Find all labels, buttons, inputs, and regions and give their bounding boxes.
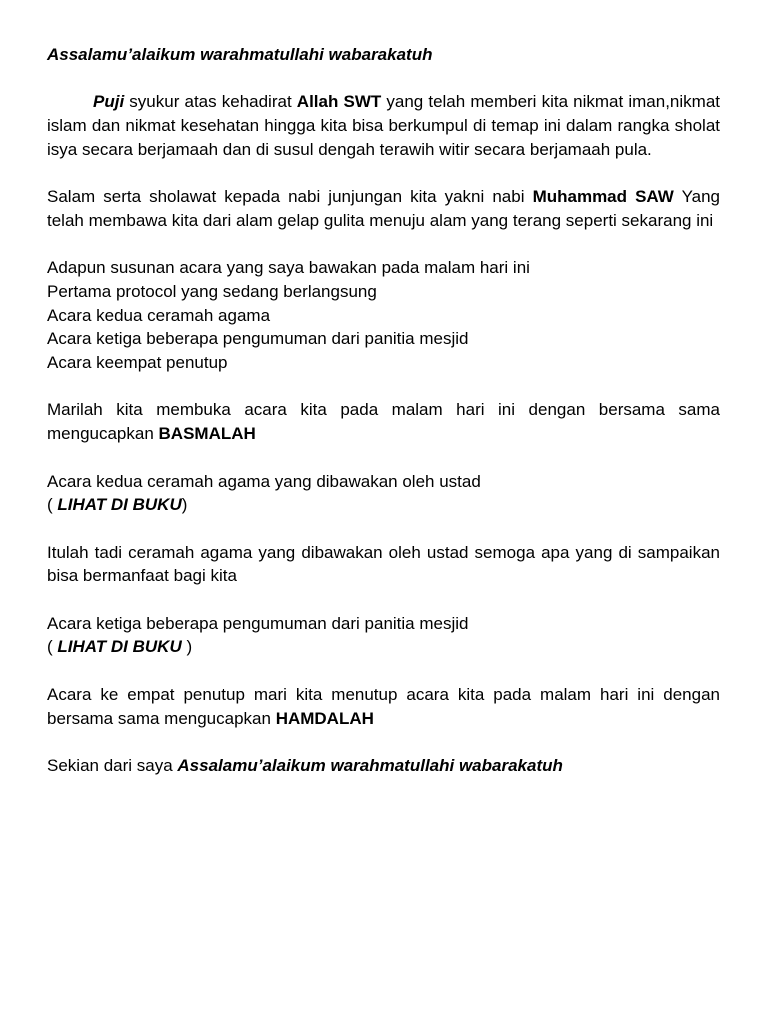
hamdalah-text: Acara ke empat penutup mari kita menutup acara kita pada malam hari ini dengan bersama sama mengucapkan — [47, 684, 720, 728]
agenda-item-1: Pertama protocol yang sedang berlangsung — [47, 281, 377, 301]
greeting-text: Assalamu’alaikum warahmatullahi wabarakatuh — [47, 45, 433, 64]
gratitude-paragraph — [47, 90, 720, 161]
paren-open: ( — [47, 637, 58, 657]
allah-swt: Allah SWT — [296, 92, 382, 112]
hamdalah-word: HAMDALAH — [275, 708, 374, 728]
agenda-item-3: Acara ketiga beberapa pengumuman dari panitia mesjid — [47, 329, 469, 349]
basmalah-text: Marilah kita membuka acara kita pada malam hari ini dengan bersama sama mengucapkan — [47, 400, 720, 444]
sholawat-text-1: Salam serta sholawat kepada nabi junjungan kita yakni nabi — [47, 187, 533, 207]
basmalah-word: BASMALAH — [158, 424, 256, 444]
agenda-list — [47, 256, 720, 375]
muhammad-saw: Muhammad SAW — [532, 187, 674, 207]
closing-paragraph — [47, 754, 720, 778]
closing-text: Sekian dari saya — [47, 755, 178, 775]
ceramah-note — [47, 493, 720, 517]
pengumuman-paragraph — [47, 612, 720, 659]
puji-word: Puji — [93, 92, 125, 112]
lihat-di-buku: LIHAT DI BUKU — [57, 637, 182, 657]
gratitude-text-2: yang telah memberi kita nikmat iman,nikmat islam dan nikmat kesehatan hingga kita bisa berkumpul di temap ini dalam rangka sholat isya secara berjamaah dan di susul dengah terawih witir secara berjamaah pula. — [47, 92, 720, 159]
closing-greeting: Assalamu’alaikum warahmatullahi wabarakatuh — [177, 755, 563, 775]
opening-greeting — [47, 43, 720, 67]
ceramah-line: Acara kedua ceramah agama yang dibawakan oleh ustad — [47, 471, 481, 491]
agenda-item-2: Acara kedua ceramah agama — [47, 305, 271, 325]
basmalah-paragraph — [47, 398, 720, 445]
agenda-item-4: Acara keempat penutup — [47, 353, 228, 373]
closing-ceramah-paragraph — [47, 541, 720, 588]
closing-ceramah-text: Itulah tadi ceramah agama yang dibawakan oleh ustad semoga apa yang di sampaikan bisa bermanfaat bagi kita — [47, 542, 720, 586]
paren-close: ) — [181, 495, 188, 515]
sholawat-paragraph — [47, 185, 720, 232]
pengumuman-line: Acara ketiga beberapa pengumuman dari panitia mesjid — [47, 613, 469, 633]
pengumuman-note — [47, 635, 720, 659]
sholawat-text-2: Yang telah membawa kita dari alam gelap gulita menuju alam yang terang seperti sekarang ini — [47, 187, 721, 230]
agenda-intro: Adapun susunan acara yang saya bawakan pada malam hari ini — [47, 258, 530, 278]
hamdalah-paragraph — [47, 683, 720, 730]
document-page — [47, 43, 720, 801]
lihat-di-buku: LIHAT DI BUKU — [57, 495, 182, 515]
paren-close: ) — [181, 637, 193, 657]
ceramah-paragraph — [47, 470, 720, 517]
gratitude-text-1: syukur atas kehadirat — [124, 92, 297, 112]
paren-open: ( — [47, 495, 58, 515]
